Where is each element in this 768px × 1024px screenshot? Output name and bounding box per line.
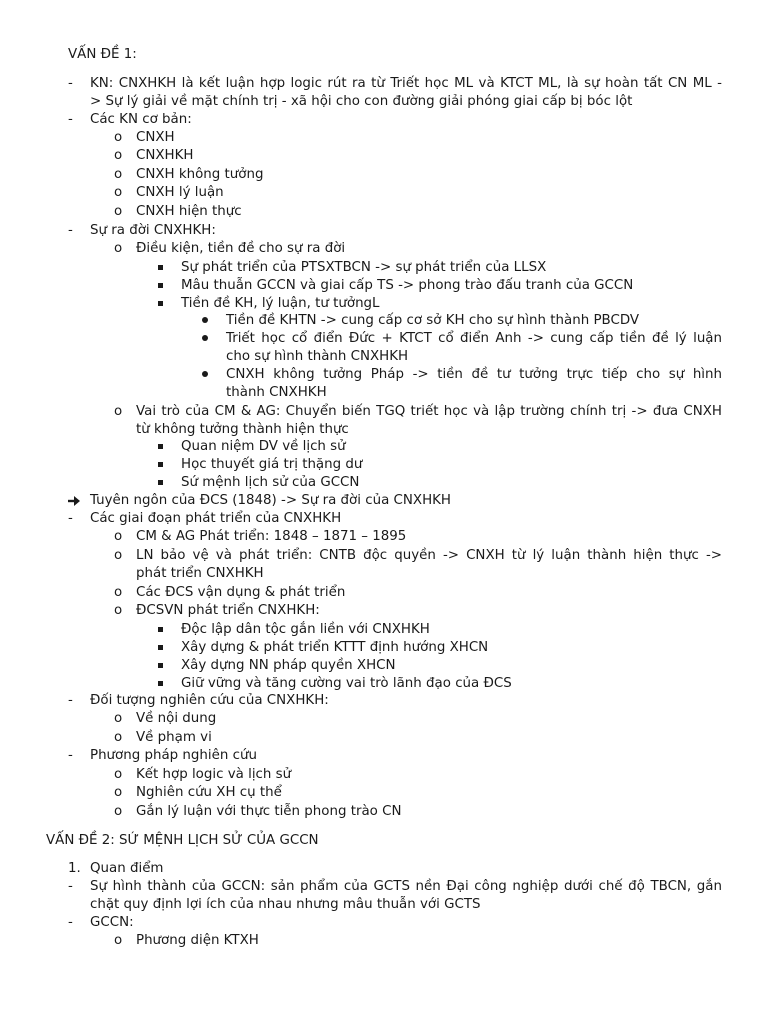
line-text: Xây dựng NN pháp quyền XHCN [181,658,396,673]
document-line [0,766,768,784]
line-text: Phương diện KTXH [136,933,259,948]
document-line [0,784,768,802]
section-heading: VẤN ĐỀ 1: [68,47,137,62]
square-bullet [158,438,163,456]
square-bullet [158,657,163,675]
dot-bullet [202,366,208,384]
line-text: Phương pháp nghiên cứu [90,748,257,763]
document-line [0,492,768,510]
document-line [0,421,768,439]
line-text: CNXH không tưởng [136,167,264,182]
line-text: phát triển CNXHKH [136,566,264,581]
square-bullet [158,675,163,693]
document-line [0,384,768,402]
line-text: Các giai đoạn phát triển của CNXHKH [90,511,342,526]
line-text: Mâu thuẫn GCCN và giai cấp TS -> phong trào đấu tranh của GCCN [181,278,634,293]
line-text: Điều kiện, tiền đề cho sự ra đời [136,241,346,256]
circle-bullet: o [114,404,123,419]
document-line [0,366,768,384]
square-bullet [158,639,163,657]
dash-bullet: - [68,223,73,238]
document-line [0,474,768,492]
circle-bullet: o [114,241,123,256]
document-line [0,675,768,693]
circle-bullet: o [114,148,123,163]
line-text: thành CNXHKH [226,385,327,400]
document-line [0,657,768,675]
line-text: Tiền đề KH, lý luận, tư tưởngL [181,296,380,311]
document-line [0,129,768,147]
document-line [0,692,768,710]
line-text: CNXH lý luận [136,185,224,200]
circle-bullet: o [114,529,123,544]
circle-bullet: o [114,603,123,618]
line-text: Sự ra đời CNXHKH: [90,223,216,238]
arrow-icon [67,492,81,507]
circle-bullet: o [114,730,123,745]
line-text: từ không tưởng thành hiện thực [136,422,349,437]
line-text: cho sự hình thành CNXHKH [226,349,409,364]
dash-bullet: - [68,511,73,526]
section-heading: VẤN ĐỀ 2: SỨ MỆNH LỊCH SỬ CỦA GCCN [46,833,319,848]
circle-bullet: o [114,767,123,782]
document-line [0,259,768,277]
document-line [0,621,768,639]
document-line [0,896,768,914]
document-line [0,639,768,657]
document-line [0,584,768,602]
square-bullet [158,456,163,474]
line-text: Về phạm vi [136,730,212,745]
document-line [0,166,768,184]
dot-bullet [202,330,208,348]
square-bullet [158,474,163,492]
document-line [0,565,768,583]
document-line [0,878,768,896]
document-line [0,914,768,932]
square-bullet [158,259,163,277]
line-text: CNXHKH [136,148,194,163]
line-text: Quan niệm DV về lịch sử [181,439,346,454]
line-text: Kết hợp logic và lịch sử [136,767,292,782]
line-text: Quan điểm [90,861,164,876]
line-text: Sự hình thành của GCCN: sản phẩm của GCTS nền Đại công nghiệp dưới chế độ TBCN, gắn [90,879,722,894]
document-line [0,222,768,240]
document-line [0,46,768,64]
square-bullet [158,621,163,639]
dash-bullet: - [68,76,73,91]
document-line [0,510,768,528]
circle-bullet: o [114,167,123,182]
line-text: > Sự lý giải về mặt chính trị - xã hội cho con đường giải phóng giai cấp bị bóc lột [90,94,633,109]
document-line [0,528,768,546]
document-line [0,240,768,258]
document-line [0,295,768,313]
line-text: CM & AG Phát triển: 1848 – 1871 – 1895 [136,529,407,544]
list-number: 1. [68,861,81,876]
line-text: Tuyên ngôn của ĐCS (1848) -> Sự ra đời của CNXHKH [90,493,451,508]
line-text: Đối tượng nghiên cứu của CNXHKH: [90,693,329,708]
line-text: Gắn lý luận với thực tiễn phong trào CN [136,804,402,819]
line-text: ĐCSVN phát triển CNXHKH: [136,603,320,618]
line-text: CNXH [136,130,175,145]
document-line [0,710,768,728]
document-line [0,111,768,129]
document-line [0,277,768,295]
circle-bullet: o [114,585,123,600]
circle-bullet: o [114,804,123,819]
document-line [0,803,768,821]
line-text: Sứ mệnh lịch sử của GCCN [181,475,360,490]
line-text: Tiền đề KHTN -> cung cấp cơ sở KH cho sự hình thành PBCDV [226,313,640,328]
circle-bullet: o [114,711,123,726]
document-line [0,547,768,565]
square-bullet [158,295,163,313]
circle-bullet: o [114,785,123,800]
dash-bullet: - [68,915,73,930]
document-line [0,312,768,330]
line-text: Về nội dung [136,711,217,726]
document-line [0,602,768,620]
line-text: Sự phát triển của PTSXTBCN -> sự phát triển của LLSX [181,260,547,275]
line-text: Các ĐCS vận dụng & phát triển [136,585,346,600]
circle-bullet: o [114,548,123,563]
document-line [0,860,768,878]
document-line [0,348,768,366]
line-text: GCCN: [90,915,134,930]
document-line [0,456,768,474]
dot-bullet [202,312,208,330]
line-text: Học thuyết giá trị thặng dư [181,457,363,472]
line-text: Vai trò của CM & AG: Chuyển biến TGQ triết học và lập trường chính trị -> đưa CNXH [136,404,722,419]
dash-bullet: - [68,879,73,894]
document-line [0,729,768,747]
document-line [0,184,768,202]
square-bullet [158,277,163,295]
document-line [0,438,768,456]
line-text: CNXH không tưởng Pháp -> tiền đề tư tưởng trực tiếp cho sự hình [226,367,722,382]
dash-bullet: - [68,693,73,708]
line-text: Xây dựng & phát triển KTTT định hướng XHCN [181,640,489,655]
document-line [0,75,768,93]
document-line [0,747,768,765]
document-line [0,932,768,950]
document-line [0,203,768,221]
dash-bullet: - [68,112,73,127]
line-text: LN bảo vệ và phát triển: CNTB độc quyền -> CNXH từ lý luận thành hiện thực -> [136,548,722,563]
line-text: Nghiên cứu XH cụ thể [136,785,282,800]
document-line [0,832,768,850]
circle-bullet: o [114,185,123,200]
document-line [0,93,768,111]
line-text: KN: CNXHKH là kết luận hợp logic rút ra từ Triết học ML và KTCT ML, là sự hoàn tất CN ML - [90,76,722,91]
circle-bullet: o [114,933,123,948]
line-text: Triết học cổ điển Đức + KTCT cổ điển Anh -> cung cấp tiền đề lý luận [226,331,722,346]
line-text: Độc lập dân tộc gắn liền với CNXHKH [181,622,430,637]
line-text: CNXH hiện thực [136,204,242,219]
circle-bullet: o [114,204,123,219]
dash-bullet: - [68,748,73,763]
document-line [0,330,768,348]
circle-bullet: o [114,130,123,145]
line-text: Giữ vững và tăng cường vai trò lãnh đạo của ĐCS [181,676,512,691]
document-line [0,147,768,165]
line-text: chặt quy định lợi ích của nhau nhưng mâu thuẫn với GCTS [90,897,481,912]
document-line [0,403,768,421]
line-text: Các KN cơ bản: [90,112,192,127]
